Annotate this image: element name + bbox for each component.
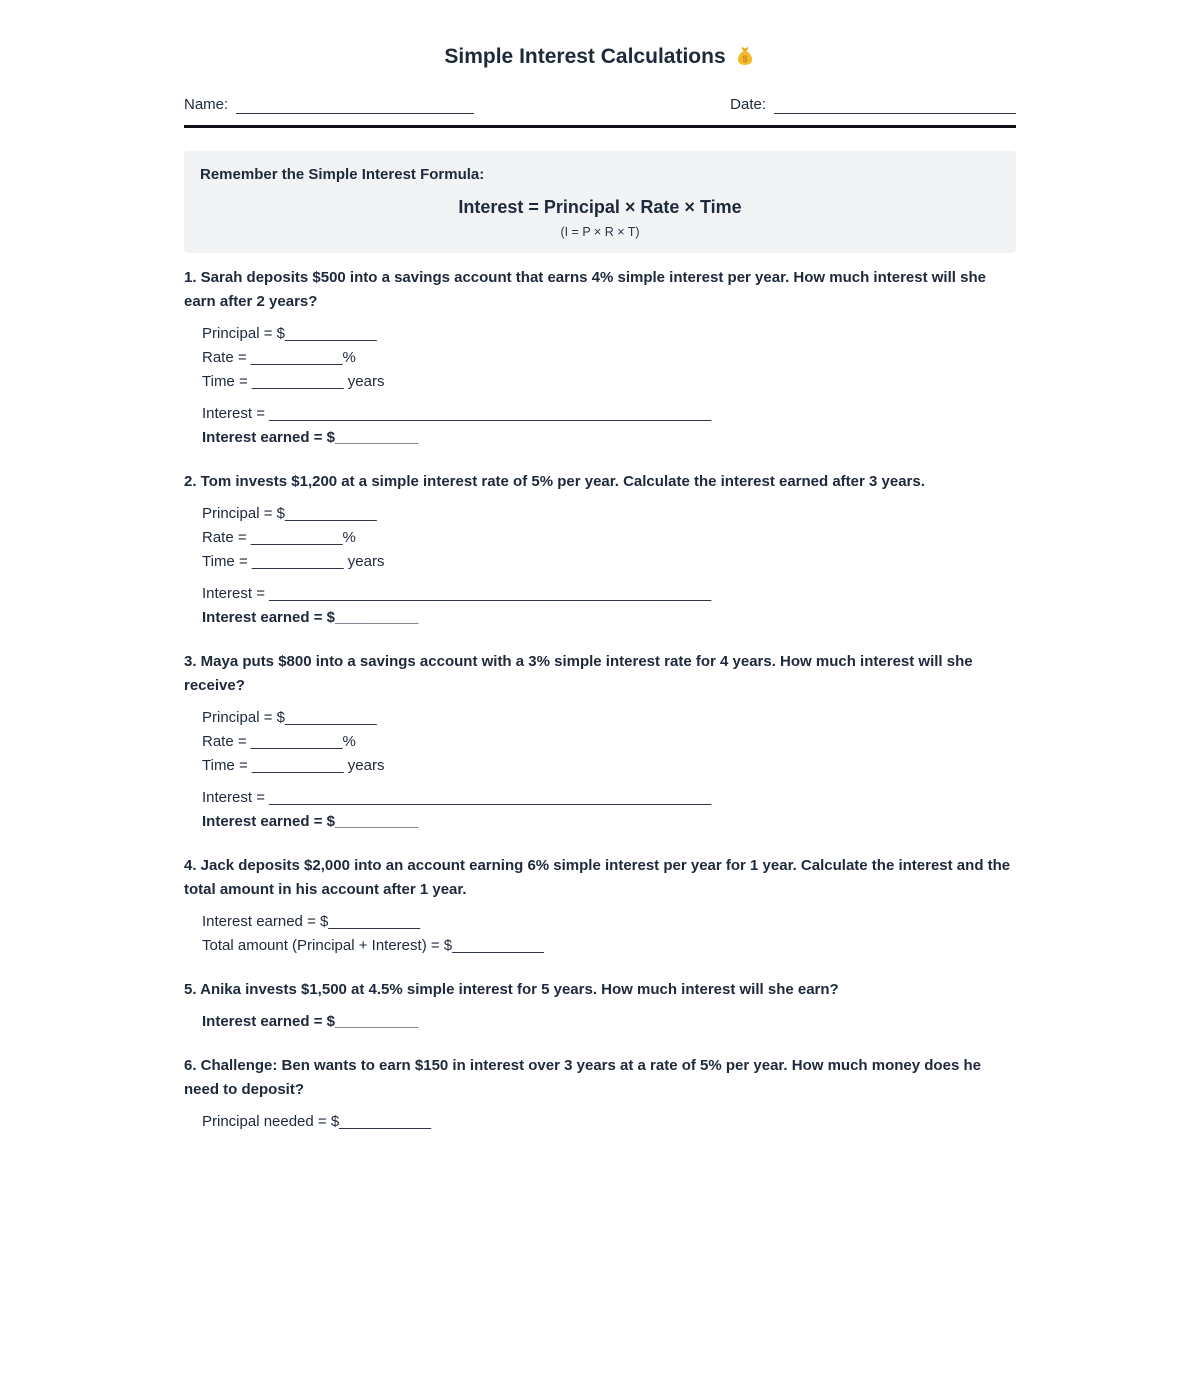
problem-statement: 5. Anika invests $1,500 at 4.5% simple interest for 5 years. How much interest will she earn? xyxy=(184,981,839,999)
svg-text:$: $ xyxy=(741,54,748,66)
problem-3 xyxy=(184,650,1016,834)
answer-line: Interest earned = $__________ xyxy=(202,1013,419,1031)
problem-statement: 3. Maya puts $800 into a savings account with a 3% simple interest rate for 4 years. How much interest will she receive? xyxy=(184,653,973,695)
answer-line: Time = ___________ years xyxy=(202,757,385,775)
answer-line: Rate = ___________% xyxy=(202,349,356,367)
problem-statement: 6. Challenge: Ben wants to earn $150 in interest over 3 years at a rate of 5% per year. How much money does he need to deposit? xyxy=(184,1057,981,1099)
answer-line: Interest earned = $___________ xyxy=(202,913,421,931)
answer-line: Interest = _____________________________________________________ xyxy=(202,585,712,603)
problem-6 xyxy=(184,1054,1016,1134)
problems-list xyxy=(184,266,1016,1134)
answer-group xyxy=(202,910,1016,958)
answer-line: Principal = $___________ xyxy=(202,325,377,343)
answer-line: Interest = _____________________________________________________ xyxy=(202,405,712,423)
problem-2 xyxy=(184,470,1016,630)
date-field xyxy=(730,96,1016,114)
answer-line: Rate = ___________% xyxy=(202,529,356,547)
answer-group xyxy=(202,786,1016,834)
answer-group xyxy=(202,322,1016,394)
answer-line: Interest earned = $__________ xyxy=(202,429,419,447)
problem-statement: 2. Tom invests $1,200 at a simple interest rate of 5% per year. Calculate the interest earned after 3 years. xyxy=(184,473,925,491)
formula-heading: Remember the Simple Interest Formula: xyxy=(200,166,485,184)
answer-line: Time = ___________ years xyxy=(202,553,385,571)
name-field xyxy=(184,96,474,114)
answer-line: Principal needed = $___________ xyxy=(202,1113,431,1131)
answer-line: Interest earned = $__________ xyxy=(202,813,419,831)
name-blank-line xyxy=(236,97,474,114)
problem-1 xyxy=(184,266,1016,450)
date-blank-line xyxy=(774,97,1016,114)
answer-line: Time = ___________ years xyxy=(202,373,385,391)
answer-group xyxy=(202,402,1016,450)
formula-short: (I = P × R × T) xyxy=(560,225,640,240)
problem-4 xyxy=(184,854,1016,958)
formula-main: Interest = Principal × Rate × Time xyxy=(458,197,742,218)
date-label: Date: xyxy=(730,96,766,114)
answer-line: Principal = $___________ xyxy=(202,505,377,523)
formula-box xyxy=(184,151,1016,253)
answer-line: Interest earned = $__________ xyxy=(202,609,419,627)
answer-group xyxy=(202,1010,1016,1034)
answer-line: Total amount (Principal + Interest) = $___________ xyxy=(202,937,544,955)
answer-group xyxy=(202,582,1016,630)
answer-line: Principal = $___________ xyxy=(202,709,377,727)
answer-group xyxy=(202,706,1016,778)
problem-statement: 1. Sarah deposits $500 into a savings account that earns 4% simple interest per year. How much interest will she earn after 2 years? xyxy=(184,269,986,311)
answer-line: Rate = ___________% xyxy=(202,733,356,751)
answer-line: Interest = _____________________________________________________ xyxy=(202,789,712,807)
problem-statement: 4. Jack deposits $2,000 into an account earning 6% simple interest per year for 1 year. Calculate the interest and the total amount in his account after 1 year. xyxy=(184,857,1011,899)
answer-group xyxy=(202,1110,1016,1134)
name-date-row xyxy=(184,96,1016,114)
worksheet-page xyxy=(184,0,1016,1134)
name-label: Name: xyxy=(184,96,229,114)
page-title xyxy=(184,44,1016,74)
page-title-text: Simple Interest Calculations xyxy=(444,45,726,69)
answer-group xyxy=(202,502,1016,574)
money-bag-icon xyxy=(734,49,756,72)
problem-5 xyxy=(184,978,1016,1034)
header-divider xyxy=(184,125,1016,128)
